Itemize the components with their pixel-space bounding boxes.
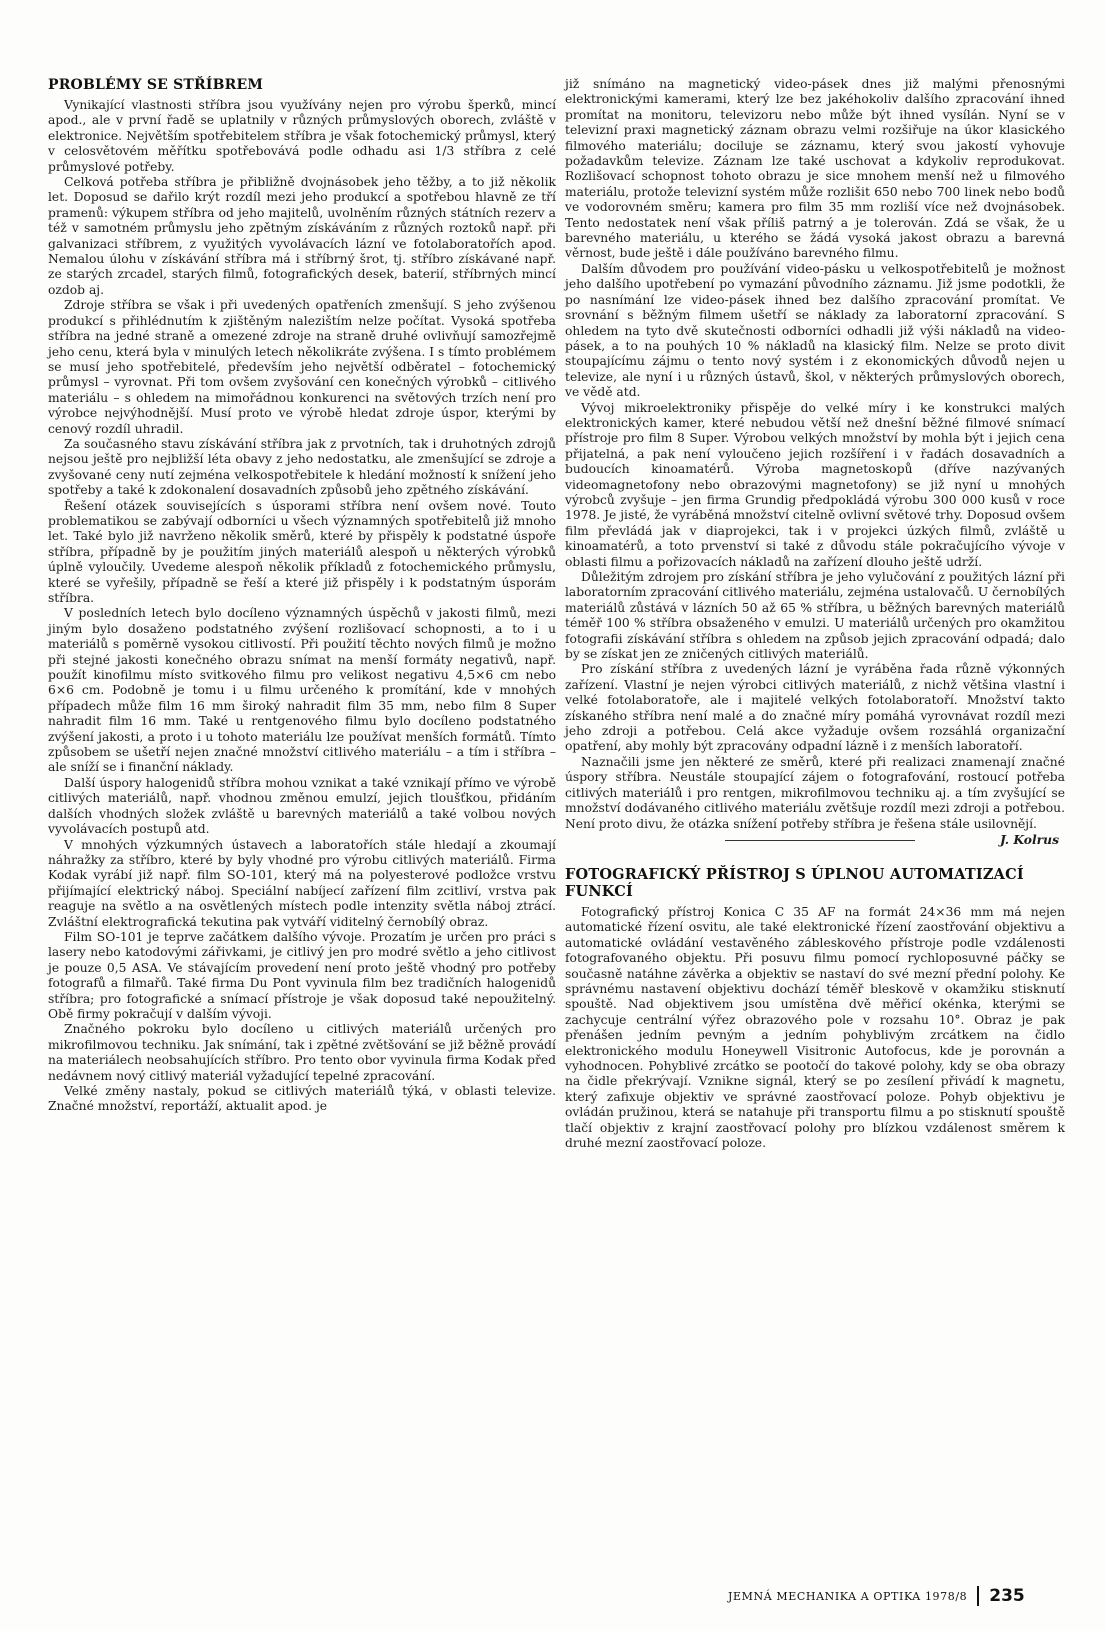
paragraph: Řešení otázek souvisejících s úsporami stříbra není ovšem nové. Touto problematikou se zabývají odborníci u všech významných spotřebitelů již mnoho let. Také bylo již navrženo několik směrů, které by přispěly k podstatné úspoře stříbra, případně by je použitím jiných materiálů alespoň u některých výrobků úplně vyloučily. Uvedeme alespoň několik příkladů z fotochemického průmyslu, které se vyřešily, případně se řeší a které již přispěly i k podstatným úsporám stříbra. — [48, 498, 556, 605]
article-title: FOTOGRAFICKÝ PŘÍSTROJ S ÚPLNOU AUTOMATIZACÍ FUNKCÍ — [565, 865, 1024, 900]
paragraph: Celková potřeba stříbra je přibližně dvojnásobek jeho těžby, a to již několik let. Doposud se dařilo krýt rozdíl mezi jeho produkcí a spotřebou hlavně ze tří pramenů: výkupem stříbra od jeho majitelů, uvolněním různých státních rezerv a též v samotném průmyslu jeho zpětným získáváním z různých roztoků např. při galvanizaci stříbrem, z využitých vyvolávacích lázní ve fotolaboratořích apod. Nemalou úlohu v získávání stříbra má i stříbrný šrot, tj. stříbro získávané např. ze starých zrcadel, starých filmů, fotografických desek, baterií, stříbrných mincí ozdob aj. — [48, 175, 556, 297]
paragraph: Velké změny nastaly, pokud se citlivých materiálů týká, v oblasti televize. Značné množství, reportáží, aktualit apod. je — [48, 1084, 556, 1114]
paragraph: Důležitým zdrojem pro získání stříbra je jeho vylučování z použitých lázní při laboratorním zpracování citlivého materiálu, zejména ustalovačů. U černobílých materiálů zůstává v lázních 50 až 65 % stříbra, u běžných barevných materiálů téměř 100 % stříbra obsaženého v emulzi. U materiálů určených pro okamžitou fotografii získávání stříbra s ohledem na způsob jejich zpracování odpadá; dalo by se získat jen ze zničených citlivých materiálů. — [565, 570, 1065, 662]
journal-name: JEMNÁ MECHANIKA A OPTIKA 1978/8 — [728, 1589, 968, 1603]
article-title: PROBLÉMY SE STŘÍBREM — [48, 77, 264, 93]
paragraph: V posledních letech bylo docíleno významných úspěchů v jakosti filmů, mezi jiným bylo dosaženo podstatného zvýšení rozlišovací schopnosti, a to i u materiálů s poměrně vysokou citlivostí. Při použití těchto nových filmů je možno při stejné jakosti konečného obrazu snímat na menší formáty negativů, např. použít kinofilmu místo svitkového filmu pro velikost negativu 4,5×6 cm nebo 6×6 cm. Podobně je tomu i u filmu určeného k promítání, kde v mnohých případech může film 16 mm široký nahradit film 35 mm, nebo film 8 Super nahradit film 16 mm. Také u rentgenového filmu bylo docíleno podstatného zvýšení jakosti, a proto i u tohoto materiálu lze používat menších formátů. Tímto způsobem se ušetří nejen značné množství citlivého materiálu – a tím i stříbra – ale sníží se i finanční náklady. — [48, 606, 556, 775]
right-column — [565, 77, 1065, 1151]
paragraph: Dalším důvodem pro používání video-pásku u velkospotřebitelů je možnost jeho dalšího upotřebení po vymazání původního záznamu. Již jsme podotkli, že po nasnímání lze video-pásek ihned bez dalšího zpracování promítat. Ve srovnání s běžným filmem ušetří se náklady za laboratorní zpracování. S ohledem na tyto dvě skutečnosti odborníci odhadli již výši nákladů na video-pásek, a to na pouhých 10 % nákladů na klasický film. Nelze se proto divit stoupajícímu zájmu o tento nový systém i z ekonomických důvodů nejen u televize, ale nyní i u různých ústavů, škol, v některých průmyslových oborech, ve vědě atd. — [565, 261, 1065, 400]
paragraph: Značného pokroku bylo docíleno u citlivých materiálů určených pro mikrofilmovou techniku. Jak snímání, tak i zpětné zvětšování se již běžně provádí na materiálech neobsahujících stříbro. Pro tento obor vyvinula firma Kodak před nedávnem nový citlivý materiál vyžadující tepelné zpracování. — [48, 1022, 556, 1083]
paragraph: V mnohých výzkumných ústavech a laboratořích stále hledají a zkoumají náhražky za stříbro, které by byly vhodné pro výrobu citlivých materiálů. Firma Kodak vyrábí již např. film SO-101, který má na polyesterové podložce vrstvu přijímající elektrický náboj. Speciální nabíjecí zařízení film zcitliví, vrstva pak reaguje na světlo a na osvětlených místech podle intenzity světla náboj ztrácí. Zvláštní elektrografická tekutina pak vytváří viditelný černobílý obraz. — [48, 837, 556, 929]
paragraph: Fotografický přístroj Konica C 35 AF na formát 24×36 mm má nejen automatické řízení osvitu, ale také elektronické řízení zaostřování objektivu a automatické ovládání vestavěného zábleskového přístroje podle vzdálenosti fotografovaného objektu. Při posuvu filmu pomocí rychloposuvné páčky se současně natáhne závěrka a objektiv se nastaví do své mezní přední polohy. Ke správnému nastavení objektivu dochází téměř bleskově v okamžiku stisknutí spouště. Nad objektivem jsou umístěna dvě měřicí okénka, kterými se zachycuje centrální výřez obrazového pole v rozsahu 10°. Obraz je pak přenášen jedním pevným a jedním pohyblivým zrcátkem na čidlo elektronického modulu Honeywell Visitronic Autofocus, kde je porovnán a vyhodnocen. Pohyblivé zrcátko se pootočí do takové polohy, kdy se oba obrazy na čidle překrývají. Vznikne signál, který se po zesílení přivádí k magnetu, který zafixuje objektiv ve správné zaostřovací poloze. Pohyb objektivu je ovládán pružinou, která se natahuje při transportu filmu a po stisknutí spouště tlačí objektiv z krajní zaostřovací polohy pro blízkou vzdálenost směrem k druhé mezní zaostřovací poloze. — [565, 904, 1065, 1150]
page-footer — [728, 1586, 1025, 1606]
signature-row — [565, 832, 1065, 848]
paragraph: Vynikající vlastnosti stříbra jsou využívány nejen pro výrobu šperků, mincí apod., ale v první řadě se uplatnily v různých průmyslových oborech, zvláště v elektronice. Největším spotřebitelem stříbra je však fotochemický průmysl, který v celosvětovém měřítku spotřebovává podle odhadu asi 1/3 stříbra z celé průmyslové potřeby. — [48, 98, 556, 174]
left-column — [48, 77, 556, 1115]
page-number: 235 — [989, 1586, 1025, 1606]
footer-divider — [977, 1586, 979, 1606]
paragraph: již snímáno na magnetický video-pásek dnes již malými přenosnými elektronickými kamerami, který lze bez jakéhokoliv dalšího zpracování ihned promítat na monitoru, televizoru nebo může být ihned vysílán. Nyní se v televizní praxi magnetický záznam obrazu velmi rozšiřuje na úkor klasického filmového materiálu; dociluje se záznamu, který svou jakostí vyhovuje požadavkům televize. Záznam lze také uschovat a kdykoliv reprodukovat. Rozlišovací schopnost tohoto obrazu je sice mnohem menší než u filmového materiálu, protože televizní systém může rozlišit 650 nebo 700 linek nebo bodů ve vodorovném směru; kamera pro film 35 mm rozliší více než dvojnásobek. Tento nedostatek není však příliš patrný a je tolerován. Zdá se však, že u barevného materiálu, u kterého se žádá vysoká jakost obrazu a barevná věrnost, bude ještě i dále používáno barevného filmu. — [565, 77, 1065, 261]
paragraph: Zdroje stříbra se však i při uvedených opatřeních zmenšují. S jeho zvýšenou produkcí s přihlédnutím k zjištěným nalezištím nelze počítat. Vysoká spotřeba stříbra na jedné straně a omezené zdroje na straně druhé ovlivňují samozřejmě jeho cenu, která byla v minulých letech několikráte zvýšena. I s tímto problémem se musí jeho spotřebitelé, především jeho největší odběratel – fotochemický průmysl – vyrovnat. Při tom ovšem zvyšování cen konečných výrobků – citlivého materiálu – s ohledem na mimořádnou konkurenci na světových trzích není pro výrobce nejvýhodnější. Musí proto ve výrobě hledat zdroje úspor, kterými by cenový rozdíl uhradil. — [48, 298, 556, 436]
paragraph: Vývoj mikroelektroniky přispěje do velké míry i ke konstrukci malých elektronických kamer, které nebudou větší než dnešní běžné filmové snímací přístroje pro film 8 Super. Výrobou velkých množství by mohla být i jejich cena přijatelná, a pak není vyloučeno jejich rozšíření i v řadách dosavadních a budoucích kinoamatérů. Výroba magnetoskopů (dříve nazývaných videomagnetofony nebo obrazovými magnetofony) se již nyní u mnohých výrobců zvyšuje – jen firma Grundig předpokládá výrobu 300 000 kusů v roce 1978. Je jisté, že vyráběná množství citelně ovlivní světové trhy. Doposud ovšem film převládá jak v diaprojekci, tak i v projekci úzkých filmů, zvláště u kinoamatérů, a toto prvenství si také z důvodu stále pokračujícího vývoje v oblasti filmu a pořizovacích nákladů na zařízení dlouho ještě udrží. — [565, 400, 1065, 569]
author-signature: J. Kolrus — [999, 831, 1059, 847]
paragraph: Naznačili jsme jen některé ze směrů, které při realizaci znamenají značné úspory stříbra. Neustále stoupající zájem o fotografování, rostoucí potřeba citlivých materiálů i pro rentgen, mikrofilmovou techniku aj. a tím zvyšující se množství dodávaného citlivého materiálu zvětšuje rozdíl mezi zdroji a potřebou. Není proto divu, že otázka snížení potřeby stříbra je řešena stále usilovnějí. — [565, 754, 1065, 831]
paragraph: Film SO-101 je teprve začátkem dalšího vývoje. Prozatím je určen pro práci s lasery nebo katodovými zářivkami, je citlivý jen pro modré světlo a jeho citlivost je pouze 0,5 ASA. Ve stávajícím provedení není proto ještě vhodný pro potřeby fotografů a filmařů. Také firma Du Pont vyvinula film bez tradičních halogenidů stříbra; pro fotografické a snímací přístroje je však doposud také nepoužitelný. Obě firmy pokračují v dalším vývoji. — [48, 929, 556, 1021]
paragraph: Další úspory halogenidů stříbra mohou vznikat a také vznikají přímo ve výrobě citlivých materiálů, např. vhodnou změnou emulzí, jejich tloušťkou, přidáním dalších vhodných složek zvláště u barevných materiálů a také volbou nových vyvolávacích postupů atd. — [48, 775, 556, 837]
article-divider — [725, 840, 915, 841]
paragraph: Pro získání stříbra z uvedených lázní je vyráběna řada různě výkonných zařízení. Vlastní je nejen výrobci citlivých materiálů, z nichž většina vlastní i velké fotolaboratoře, ale i majitelé velkých fotolaboratoří. Množství takto získaného stříbra není malé a do značné míry pomáhá vyrovnávat rozdíl mezi jeho zdroji a potřebou. Celá akce vyžaduje ovšem rozsáhlá organizační opatření, aby mohly být zpracovány odpadní lázně i z menších laboratoří. — [565, 662, 1065, 754]
paragraph: Za současného stavu získávání stříbra jak z prvotních, tak i druhotných zdrojů nejsou ještě pro nejbližší léta obavy z jeho nedostatku, ale zmenšující se zdroje a zvyšované ceny nutí zejména velkospotřebitele k hledání možností k snížení jeho spotřeby a také k zdokonalení dosavadních způsobů jeho zpětného získávání. — [48, 436, 556, 498]
